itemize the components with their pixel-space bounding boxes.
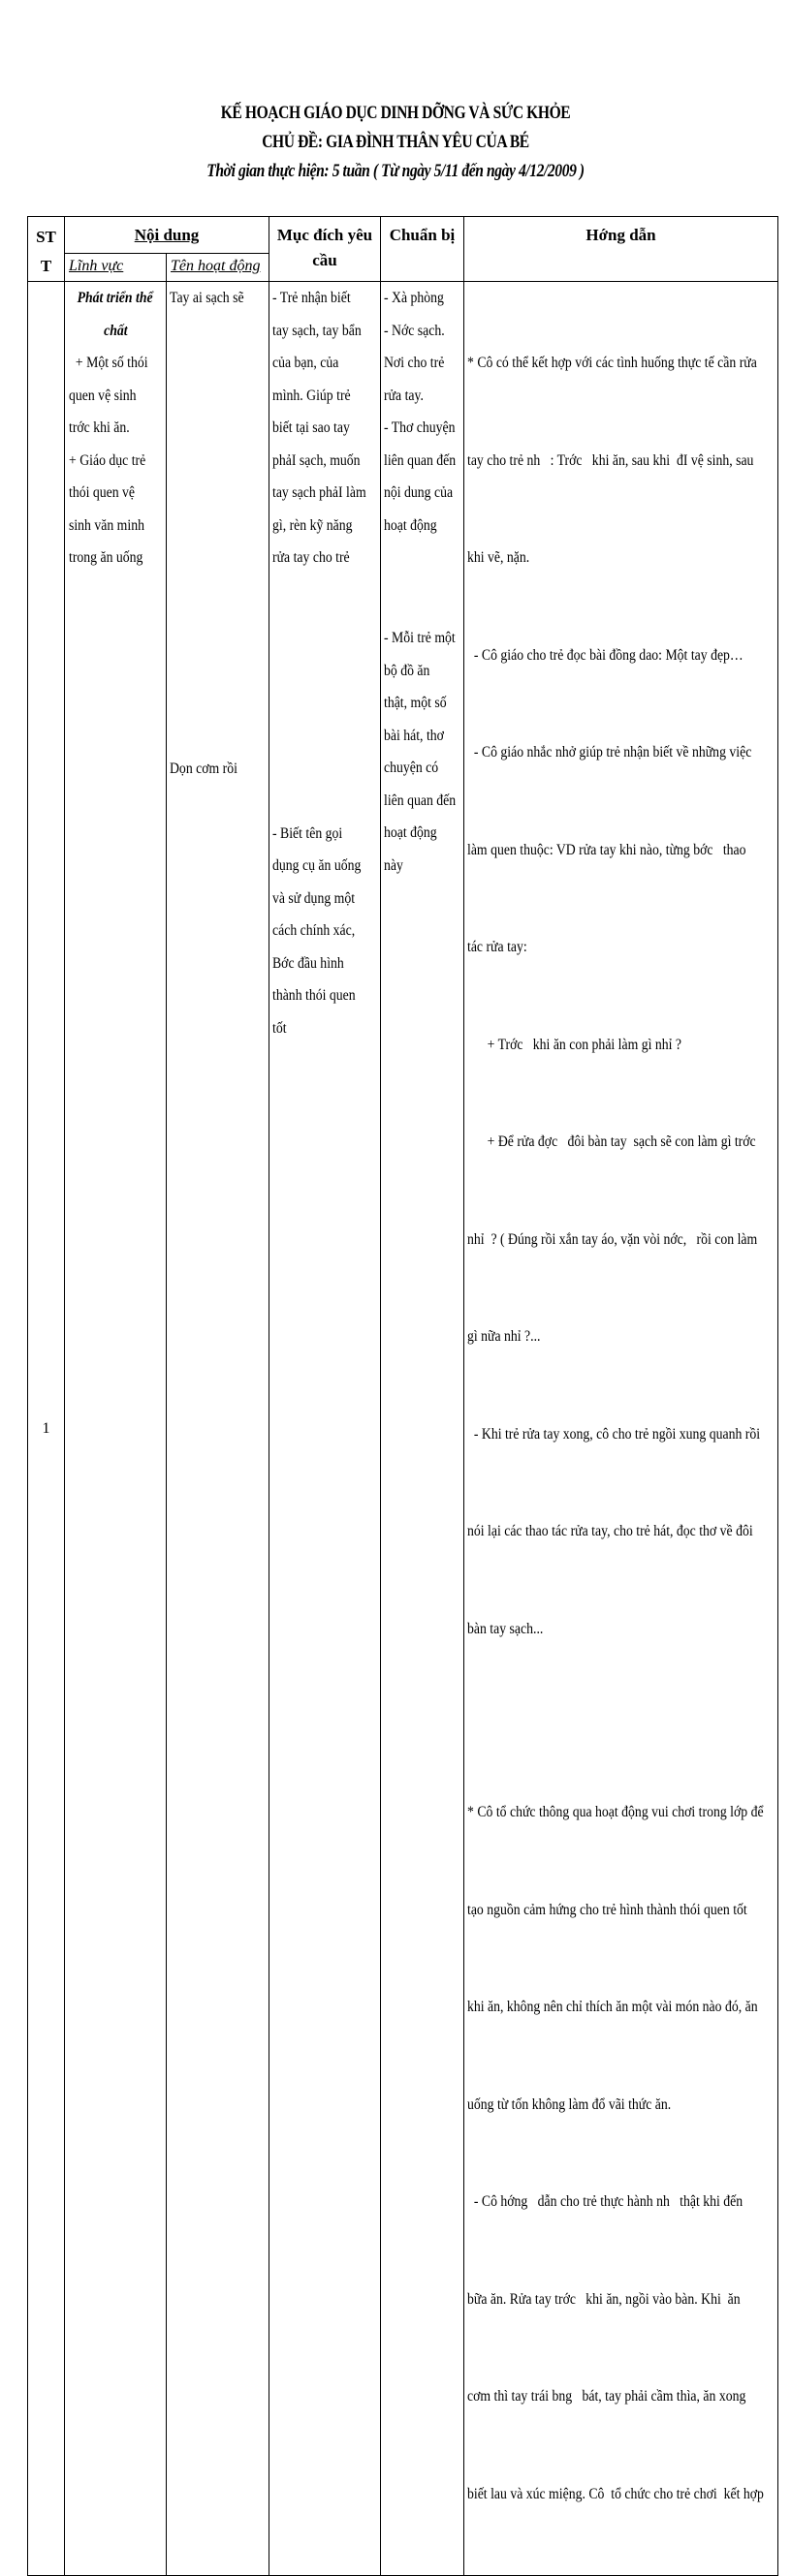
table-row (28, 282, 778, 2576)
purpose-line: thành thói quen (272, 987, 356, 1004)
purpose-line: Bớc đầu hình (272, 954, 344, 972)
purpose-line: và sử dụng một (272, 889, 356, 907)
guide-line: nhỉ ? ( Đúng rồi xắn tay áo, vặn vòi nớc, rồi con làm (467, 1230, 758, 1248)
document-subtitle: CHỦ ĐỀ: GIA ĐÌNH THÂN YÊU CỦA BÉ (262, 132, 529, 152)
field-line: thói quen vệ (69, 484, 136, 501)
purpose-line: tay sạch phảI làm (272, 484, 366, 501)
field-line: Phát triển thể (77, 290, 153, 306)
purpose-line: dụng cụ ăn uống (272, 857, 362, 874)
purpose-line: mình. Giúp trẻ (272, 387, 351, 404)
prepare-line: hoạt động (384, 516, 437, 534)
guide-line: - Khi trẻ rửa tay xong, cô cho trẻ ngồi xung quanh rồi (467, 1425, 761, 1443)
prepare-line: bộ đồ ăn (384, 662, 430, 679)
document-title: KẾ HOẠCH GIÁO DỤC DINH DỠNG VÀ SỨC KHỎE (220, 103, 571, 123)
header-prepare (381, 217, 464, 282)
guide-line: bữa ăn. Rửa tay trớc khi ăn, ngồi vào bàn. Khi ăn (467, 2290, 741, 2308)
guide-line: * Cô có thể kết hợp với các tình huống thực tế cần rửa (467, 355, 757, 371)
header-activity-label: Tên hoạt động (171, 258, 261, 274)
plan-table (27, 216, 778, 2576)
prepare-line: thật, một số (384, 695, 447, 711)
guide-line: - Cô giáo cho trẻ đọc bài đồng dao: Một tay đẹp… (467, 646, 744, 664)
guide-line: nói lại các thao tác rửa tay, cho trẻ hát, đọc thơ về đôi (467, 1523, 753, 1539)
guide-line: - Cô giáo nhắc nhở giúp trẻ nhận biết về những việc (467, 744, 752, 760)
guide-line: uống từ tốn không làm đổ vãi thức ăn. (467, 2095, 672, 2113)
guide-line: tác rửa tay: (467, 939, 527, 955)
purpose-line: tay sạch, tay bẩn (272, 322, 362, 339)
prepare-line: chuyện có (384, 760, 439, 776)
prepare-line: - Xà phòng (384, 290, 444, 306)
header-guide (464, 217, 778, 282)
stt-cell (28, 282, 65, 2576)
guide-line: + Để rửa đợc đôi bàn tay sạch sẽ con làm gì trớc (467, 1133, 756, 1150)
header-content-label: Nội dung (134, 226, 200, 244)
guide-line: bàn tay sạch... (467, 1620, 544, 1637)
stt-value: 1 (42, 1419, 50, 1437)
prepare-line: Nơi cho trẻ (384, 355, 445, 371)
guide-line: * Cô tổ chức thông qua hoạt động vui chơi trong lớp để (467, 1804, 764, 1820)
guide-line: + Trớc khi ăn con phải làm gì nhỉ ? (467, 1036, 682, 1053)
header-field (65, 254, 167, 282)
header-activity (167, 254, 269, 282)
prepare-line: liên quan đến (384, 791, 457, 809)
field-line: quen vệ sinh (69, 387, 137, 404)
header-stt (28, 217, 65, 282)
table-header-row (28, 217, 778, 254)
header-field-label: Lĩnh vực (69, 258, 124, 274)
header-stt-bottom: T (40, 257, 52, 275)
field-cell (65, 282, 167, 2576)
field-line: + Giáo dục trẻ (69, 451, 146, 469)
prepare-line: rửa tay. (384, 387, 424, 404)
field-line: trớc khi ăn. (69, 419, 130, 436)
activity-name: Tay ai sạch sẽ (170, 290, 244, 306)
activity-cell (167, 282, 269, 2576)
header-stt-top: ST (36, 228, 56, 246)
prepare-line: liên quan đến (384, 451, 457, 469)
header-guide-label: Hớng dẫn (585, 226, 656, 244)
guide-line: biết lau và xúc miệng. Cô tổ chức cho trẻ chơi kết hợp (467, 2485, 764, 2502)
guide-cell (464, 282, 778, 2576)
field-line: trong ăn uống (69, 549, 143, 566)
header-content (65, 217, 269, 254)
prepare-line: nội dung của (384, 484, 454, 501)
purpose-line: - Trẻ nhận biết (272, 290, 351, 306)
prepare-cell (381, 282, 464, 2576)
header-purpose (269, 217, 381, 282)
prepare-line: hoạt động (384, 824, 437, 841)
purpose-line: phảI sạch, muốn (272, 451, 361, 469)
document-timeline: Thời gian thực hiện: 5 tuần ( Từ ngày 5/11 đến ngày 4/12/2009 ) (206, 161, 585, 181)
activity-name: Dọn cơm rồi (170, 760, 237, 777)
field-line: chất (104, 322, 128, 339)
prepare-line: bài hát, thơ (384, 727, 444, 744)
guide-line: tay cho trẻ nh : Trớc khi ăn, sau khi đI vệ sinh, sau (467, 451, 754, 469)
header-prepare-label: Chuẩn bị (389, 226, 456, 244)
purpose-line: cách chính xác, (272, 922, 356, 939)
header-purpose-line2: cầu (312, 251, 337, 269)
guide-line: cơm thì tay trái bng bát, tay phải cầm thìa, ăn xong (467, 2388, 746, 2405)
header-purpose-line1: Mục đích yêu (276, 226, 373, 244)
guide-line: gì nữa nhỉ ?... (467, 1328, 541, 1345)
prepare-line: này (384, 856, 403, 874)
guide-line: tạo nguồn cảm hứng cho trẻ hình thành thói quen tốt (467, 1901, 747, 1918)
purpose-cell (269, 282, 381, 2576)
purpose-line: biết tại sao tay (272, 419, 350, 436)
field-line: + Một số thói (75, 355, 148, 371)
prepare-line: - Nớc sạch. (384, 322, 445, 339)
purpose-line: gì, rèn kỹ năng (272, 516, 353, 534)
purpose-line: rửa tay cho trẻ (272, 549, 350, 566)
field-line: sinh văn minh (69, 516, 144, 534)
purpose-line: - Biết tên gọi (272, 824, 343, 842)
purpose-line: tốt (272, 1019, 287, 1037)
guide-line: làm quen thuộc: VD rửa tay khi nào, từng bớc thao (467, 841, 746, 858)
purpose-line: của bạn, của (272, 355, 339, 371)
guide-line: khi ăn, không nên chỉ thích ăn một vài món nào đó, ăn (467, 1999, 758, 2015)
guide-line: khi vẽ, nặn. (467, 549, 530, 566)
prepare-line: - Thơ chuyện (384, 419, 456, 436)
guide-line: - Cô hớng dẫn cho trẻ thực hành nh thật khi đến (467, 2193, 744, 2210)
prepare-line: - Mỗi trẻ một (384, 630, 456, 646)
